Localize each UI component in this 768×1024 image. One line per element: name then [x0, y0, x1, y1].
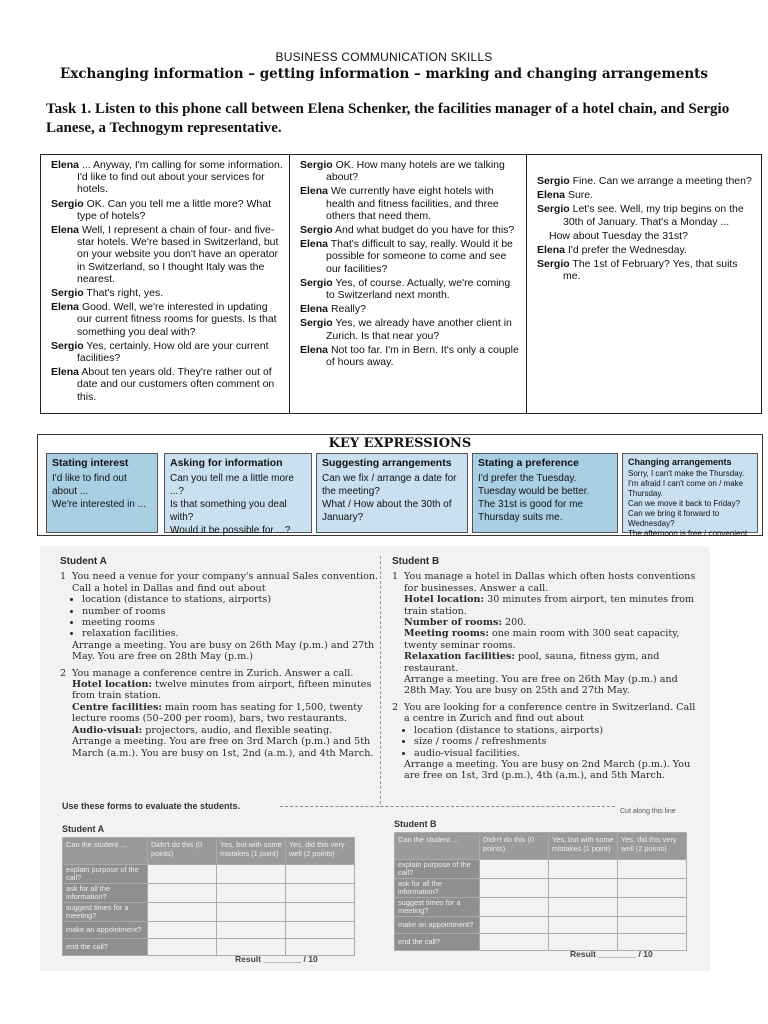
student-b-card	[392, 556, 702, 782]
column-header: Didn't do this (0 points)	[480, 833, 549, 860]
student-b-task1-details	[392, 594, 702, 674]
detail-label: Meeting rooms:	[404, 628, 489, 640]
detail-label: Centre facilities:	[72, 701, 162, 713]
task-instruction: Task 1. Listen to this phone call between Elena Schenker, the facilities manager of a hotel chain, and Sergio Lanese, a Technogym representative.	[46, 101, 730, 136]
bullet-item: • location (distance to stations, airports)	[414, 725, 702, 736]
expression-line: The afternoon is free / convenient.	[628, 529, 750, 538]
speaker-name: Sergio	[537, 175, 570, 187]
student-a-task2-details	[60, 679, 380, 736]
dialogue-text: Good. Well, we're interested in updating our current fitness rooms for guests. Is that something you deal with?	[77, 301, 277, 338]
column-header: Can the student ...	[395, 833, 480, 860]
criterion-cell: end the call?	[63, 939, 148, 956]
score-cell[interactable]	[286, 903, 355, 922]
dialogue-turn	[300, 224, 520, 236]
criterion-cell: suggest times for a meeting?	[395, 898, 480, 917]
column-header: Yes, but with some mistakes (1 point)	[549, 833, 618, 860]
key-expressions-panel	[37, 434, 763, 536]
criterion-cell: explain purpose of the call?	[63, 865, 148, 884]
table-row	[63, 884, 355, 903]
form-b-title: Student B	[394, 819, 437, 829]
dialogue-text: ... Anyway, I'm calling for some information. I'd like to find out about your services for hotels.	[77, 159, 283, 196]
expression-line: Sorry, I can't make the Thursday.	[628, 469, 745, 478]
score-cell[interactable]	[217, 884, 286, 903]
table-row	[395, 879, 687, 898]
table-row	[63, 903, 355, 922]
dialogue-text: OK. Can you tell me a little more? What type of hotels?	[77, 197, 272, 222]
speaker-name: Elena	[51, 159, 80, 171]
column-header: Didn't do this (0 points)	[148, 838, 217, 865]
speaker-name: Elena	[51, 366, 80, 379]
criterion-cell: ask for all the information?	[63, 884, 148, 903]
form-a-title: Student A	[62, 824, 105, 834]
student-a-task1-meeting: Arrange a meeting. You are busy on 26th May (p.m.) and 27th May. You are free on 28th May (p.m.)	[72, 639, 375, 663]
dialogue-text: Yes, we already have another client in Zurich. Is that near you?	[326, 317, 512, 342]
speaker-name: Elena	[51, 224, 80, 237]
detail-label: Audio-visual:	[72, 724, 143, 736]
dialogue-turn	[51, 287, 283, 299]
dialogue-turn	[300, 344, 520, 368]
evaluation-form-a	[62, 824, 355, 956]
detail-text: 30 minutes from airport, ten minutes from train station.	[404, 594, 695, 617]
student-a-task2: You manage a conference centre in Zurich. Answer a call.	[72, 667, 354, 679]
bullet-item: • relaxation facilities.	[82, 628, 380, 639]
dialogue-box	[40, 154, 762, 414]
expression-line: What / How about the 30th of January?	[322, 499, 452, 523]
bullet-item: • meeting rooms	[82, 617, 380, 628]
dialogue-text: Well, I represent a chain of four- and five-star hotels. We're based in Switzerland, but on your website you don't have an operator in Switzerland, so I thought Italy was the nearest.	[77, 224, 279, 285]
expression-line: We're interested in ...	[52, 499, 146, 510]
criterion-cell: suggest times for a meeting?	[63, 903, 148, 922]
dialogue-text: And what budget do you have for this?	[335, 224, 515, 237]
score-cell[interactable]	[618, 860, 687, 879]
dialogue-turn	[51, 366, 283, 403]
dialogue-turn	[300, 185, 520, 222]
speaker-name: Elena	[300, 238, 329, 251]
speaker-name: Elena	[537, 189, 566, 202]
speaker-name: Elena	[300, 303, 329, 316]
result-b: Result ________ / 10	[570, 949, 653, 959]
detail-text: main room has seating for 1,500, twenty lecture rooms (50–200 per room), bars, two restaurants.	[72, 701, 363, 725]
expression-line: Can we fix / arrange a date for the meeting?	[322, 473, 457, 497]
score-cell[interactable]	[148, 884, 217, 903]
speaker-name: Sergio	[537, 203, 570, 216]
speaker-name: Sergio	[300, 224, 333, 237]
detail-label: Relaxation facilities:	[404, 651, 515, 663]
dialogue-turn	[300, 317, 520, 341]
expression-line: Is that something you deal with?	[170, 499, 287, 523]
table-header-row	[63, 838, 355, 865]
speaker-name: Elena	[51, 301, 80, 314]
speaker-name: Sergio	[51, 197, 84, 210]
detail-text: twelve minutes from airport, fifteen minutes from train station.	[72, 679, 372, 702]
score-cell[interactable]	[480, 860, 549, 879]
score-cell[interactable]	[217, 903, 286, 922]
expression-line: Can you tell me a little more ...?	[170, 473, 294, 497]
dialogue-turn	[537, 244, 755, 256]
detail-text: one main room with 300 seat capacity, twenty seminar rooms.	[404, 628, 680, 651]
expression-line: Can we move it back to Friday?	[628, 499, 741, 508]
dialogue-column-2	[290, 155, 527, 413]
dialogue-turn	[537, 175, 755, 187]
score-cell[interactable]	[480, 898, 549, 917]
dialogue-text: Sure.	[567, 189, 594, 202]
dialogue-text: Fine. Can we arrange a meeting then?	[572, 175, 752, 187]
speaker-name: Sergio	[51, 287, 84, 300]
score-cell[interactable]	[480, 917, 549, 934]
detail-row	[72, 702, 380, 725]
expression-line: The 31st is good for me	[478, 499, 584, 510]
expr-asking-information	[164, 453, 312, 536]
lesson-subtitle: Exchanging information – getting information – marking and changing arrangements	[60, 66, 708, 82]
detail-label: Hotel location:	[72, 679, 153, 691]
course-title: BUSINESS COMMUNICATION SKILLS	[275, 50, 493, 64]
score-cell[interactable]	[217, 865, 286, 884]
expr-stating-interest	[46, 453, 158, 533]
score-cell[interactable]	[618, 917, 687, 934]
table-row	[63, 922, 355, 939]
detail-text: projectors, audio, and flexible seating.	[145, 724, 333, 736]
dialogue-turn	[537, 258, 755, 282]
task-number: 2	[60, 667, 67, 679]
cut-line	[280, 806, 615, 807]
score-cell[interactable]	[286, 922, 355, 939]
result-a: Result ________ / 10	[235, 954, 318, 964]
detail-label: Hotel location:	[404, 594, 485, 606]
student-b-task2: You are looking for a conference centre in Switzerland. Call a centre in Zurich and find out about	[404, 701, 696, 725]
speaker-name: Sergio	[300, 276, 333, 289]
table-row	[63, 939, 355, 956]
criterion-cell: make an appointment?	[63, 922, 148, 939]
score-cell[interactable]	[618, 898, 687, 917]
column-header: Yes, did this very well (2 points)	[618, 833, 687, 860]
table-row	[395, 917, 687, 934]
dialogue-turn	[300, 277, 520, 301]
dialogue-turn	[51, 224, 283, 285]
detail-row	[72, 679, 380, 702]
expr-stating-preference	[472, 453, 618, 533]
score-cell[interactable]	[286, 884, 355, 903]
task-number: 2	[392, 701, 399, 713]
cut-line-label: Cut along this line	[620, 808, 676, 815]
column-divider	[380, 556, 381, 804]
student-b-heading: Student B	[392, 556, 440, 567]
table-row	[395, 860, 687, 879]
speaker-name: Sergio	[51, 339, 84, 352]
dialogue-text: Really?	[330, 303, 366, 316]
detail-row	[404, 628, 702, 651]
student-a-heading: Student A	[60, 556, 107, 567]
criterion-cell: ask for all the information?	[395, 879, 480, 898]
expression-heading: Suggesting arrangements	[322, 457, 452, 469]
score-cell[interactable]	[480, 879, 549, 898]
score-cell[interactable]	[549, 917, 618, 934]
dialogue-text: About ten years old. They're rather out of date and our customers often comment on this.	[77, 366, 275, 403]
student-b-task1-meeting: Arrange a meeting. You are free on 26th May (p.m.) and 28th May. You are busy on 25th and 27th May.	[404, 674, 678, 697]
detail-row	[72, 725, 380, 736]
bullet-item: • size / rooms / refreshments	[414, 736, 702, 747]
score-cell[interactable]	[217, 939, 286, 956]
column-header: Yes, but with some mistakes (1 point)	[217, 838, 286, 865]
bullet-item: • audio-visual facilities.	[414, 748, 702, 759]
expression-line: Tuesday would be better.	[478, 486, 590, 497]
roleplay-section	[40, 546, 710, 971]
score-cell[interactable]	[286, 865, 355, 884]
expression-heading: Asking for information	[170, 457, 283, 469]
evaluation-form-b	[394, 819, 687, 951]
dialogue-text: Let's see. Well, my trip begins on the 30th of January. That's a Monday ...	[563, 203, 744, 228]
score-cell[interactable]	[549, 879, 618, 898]
expression-heading: Changing arrangements	[628, 457, 732, 467]
score-cell[interactable]	[148, 865, 217, 884]
student-a-card	[60, 556, 380, 759]
expr-changing-arrangements	[622, 453, 758, 538]
expression-heading: Stating a preference	[478, 457, 579, 469]
evaluation-table-b	[394, 832, 687, 951]
student-b-task2-bullets	[414, 725, 702, 759]
speaker-name: Sergio	[300, 159, 333, 171]
dialogue-turn	[300, 238, 520, 275]
detail-row	[404, 617, 702, 628]
score-cell[interactable]	[148, 903, 217, 922]
dialogue-turn	[51, 301, 283, 338]
score-cell[interactable]	[549, 898, 618, 917]
dialogue-text: OK. How many hotels are we talking about?	[326, 159, 505, 184]
task-number: 1	[60, 571, 67, 583]
evaluation-table-a	[62, 837, 355, 956]
dialogue-turn	[51, 159, 283, 196]
criterion-cell: make an appointment?	[395, 917, 480, 934]
speaker-name: Elena	[537, 244, 566, 257]
dialogue-turn	[51, 340, 283, 364]
expression-line: Can we bring it forward to Wednesday?	[628, 509, 720, 528]
task-number: 1	[392, 571, 399, 583]
table-header-row	[395, 833, 687, 860]
expression-line: Would it be possible for ...?	[170, 525, 291, 536]
speaker-name: Elena	[300, 343, 329, 356]
detail-row	[404, 594, 702, 617]
table-row	[63, 865, 355, 884]
dialogue-turn	[300, 303, 520, 315]
dialogue-text: That's difficult to say, really. Would it be possible for someone to come and see our facilities?	[326, 238, 513, 275]
dialogue-text: That's right, yes.	[86, 287, 164, 300]
score-cell[interactable]	[618, 879, 687, 898]
score-cell[interactable]	[148, 922, 217, 939]
detail-label: Number of rooms:	[404, 617, 502, 629]
student-a-task1-bullets	[82, 594, 380, 640]
column-header: Yes, did this very well (2 points)	[286, 838, 355, 865]
speaker-name: Sergio	[537, 258, 570, 271]
dialogue-column-3	[527, 155, 761, 413]
dialogue-turn	[300, 159, 520, 183]
dialogue-turn	[537, 230, 755, 242]
student-b-task2-meeting: Arrange a meeting. You are busy on 2nd March (p.m.). You are free on 1st, 3rd (p.m.), 4th (a.m.), and 5th March.	[404, 758, 691, 782]
dialogue-column-1	[41, 155, 290, 413]
criterion-cell: explain purpose of the call?	[395, 860, 480, 879]
student-b-task1: You manage a hotel in Dallas which often hosts conventions for businesses. Answer a call.	[404, 571, 696, 594]
table-row	[395, 934, 687, 951]
key-expressions-title: KEY EXPRESSIONS	[328, 436, 472, 451]
score-cell[interactable]	[549, 860, 618, 879]
student-a-task1: You need a venue for your company's annual Sales convention. Call a hotel in Dallas and find out about	[72, 571, 379, 594]
detail-text: 200.	[504, 617, 527, 629]
dialogue-text: I'd prefer the Wednesday.	[567, 244, 687, 257]
column-header: Can the student ...	[63, 838, 148, 865]
dialogue-turn	[51, 198, 283, 222]
criterion-cell: end the call?	[395, 934, 480, 951]
bullet-item: • location (distance to stations, airports)	[82, 594, 380, 605]
dialogue-turn	[537, 189, 755, 201]
speaker-name: Sergio	[300, 317, 333, 330]
dialogue-text: We currently have eight hotels with health and fitness facilities, and three others that need them.	[326, 185, 499, 222]
expression-line: I'd like to find out about ...	[52, 473, 127, 497]
score-cell[interactable]	[217, 922, 286, 939]
use-forms-note: Use these forms to evaluate the students.	[62, 801, 241, 811]
speaker-name: Elena	[300, 185, 329, 198]
dialogue-text: The 1st of February? Yes, that suits me.	[563, 258, 738, 283]
score-cell[interactable]	[286, 939, 355, 956]
detail-row	[404, 651, 702, 674]
dialogue-text: How about Tuesday the 31st?	[549, 229, 688, 242]
expr-suggesting-arrangements	[316, 453, 468, 533]
score-cell[interactable]	[480, 934, 549, 951]
score-cell[interactable]	[549, 934, 618, 951]
bullet-item: • number of rooms	[82, 606, 380, 617]
score-cell[interactable]	[618, 934, 687, 951]
dialogue-turn	[537, 203, 755, 227]
student-a-task2-meeting: Arrange a meeting. You are free on 3rd March (p.m.) and 5th March (a.m.). You are busy on 1st, 2nd (a.m.), and 4th March.	[72, 736, 374, 759]
dialogue-text: Yes, certainly. How old are your current facilities?	[77, 339, 269, 365]
expression-line: Thursday suits me.	[478, 512, 563, 523]
score-cell[interactable]	[148, 939, 217, 956]
expression-line: I'm afraid I can't come on / make Thursday.	[628, 479, 744, 498]
table-row	[395, 898, 687, 917]
dialogue-text: Not too far. I'm in Bern. It's only a couple of hours away.	[326, 343, 519, 369]
expression-line: I'd prefer the Tuesday.	[478, 473, 577, 484]
detail-text: pool, sauna, fitness gym, and restaurant.	[404, 651, 660, 674]
expression-heading: Stating interest	[52, 457, 129, 469]
dialogue-text: Yes, of course. Actually, we're coming to Switzerland next month.	[326, 276, 511, 302]
